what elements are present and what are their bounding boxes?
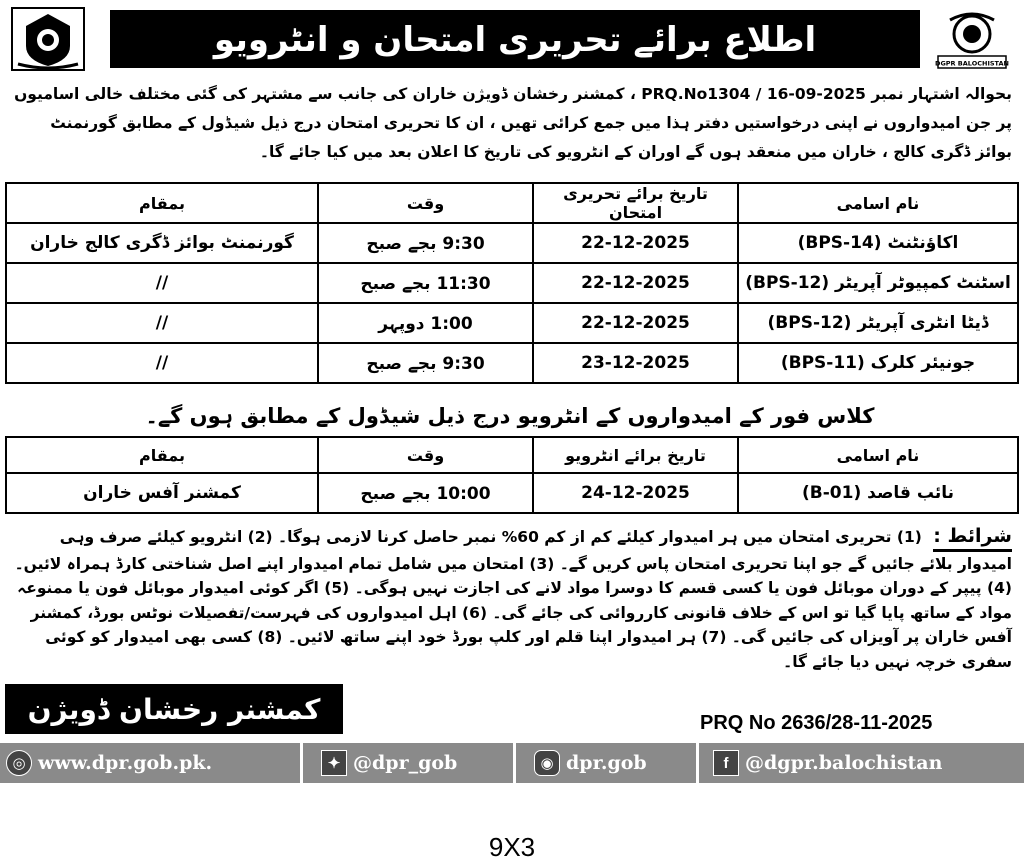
twitter-handle: @dpr_gob [353, 752, 458, 774]
instagram-handle: dpr.gob [566, 752, 647, 774]
venue-cell: // [6, 263, 318, 303]
venue-cell: کمشنر آفس خاران [6, 473, 318, 513]
header-post-name: نام اسامی [738, 437, 1018, 473]
table-row [6, 473, 1018, 513]
footer-twitter[interactable] [303, 743, 513, 783]
exam-date-cell: 23-12-2025 [533, 343, 738, 383]
table-row [6, 223, 1018, 263]
instagram-icon: ◉ [534, 750, 560, 776]
table-header-row [6, 437, 1018, 473]
terms-text: (1) تحریری امتحان میں ہر امیدوار کیلئے کم از کم 60% نمبر حاصل کرنا لازمی ہوگا۔ (2) انٹرویو کیلئے صرف وہی امیدوار بلائے جائیں گے جو اپنا تحریری امتحان پاس کریں گے۔ (3) امتحان میں شامل تمام امیدوار اپنے اصل شناختی کارڈ ہمراہ لائیں۔ (4) پیپر کے دوران موبائل فون یا کسی قسم کا دوسرا مواد لانے کی اجازت نہیں ہوگی۔ (5) اگر کوئی امیدوار موبائل فون یا ممنوعہ مواد کے ساتھ پایا گیا تو اس کے خلاف قانونی کارروائی کی جائے گی۔ (6) اہل امیدواروں کی فہرست/تفصیلات نوٹس بورڈ، کمشنر آفس خاران پر آویزاں کی جائیں گی۔ (7) ہر امیدوار اپنا قلم اور کلپ بورڈ خود اپنے ساتھ لائیں۔ (8) کسی بھی امیدوار کو کوئی سفری خرچہ نہیں دیا جائے گا۔ [14, 528, 1012, 671]
time-cell: 9:30 بجے صبح [318, 223, 533, 263]
header-exam-date: تاریخ برائے تحریری امتحان [533, 183, 738, 223]
footer-bar [0, 743, 1024, 783]
header-time: وقت [318, 437, 533, 473]
time-cell: 11:30 بجے صبح [318, 263, 533, 303]
venue-cell: // [6, 343, 318, 383]
post-name-cell: اسٹنٹ کمپیوٹر آپریٹر (BPS-12) [738, 263, 1018, 303]
facebook-icon: f [713, 750, 739, 776]
interview-schedule-table [5, 436, 1019, 514]
signature-block: کمشنر رخشان ڈویژن [5, 684, 343, 734]
post-name-cell: نائب قاصد (B-01) [738, 473, 1018, 513]
table-header-row [6, 183, 1018, 223]
facebook-handle: @dgpr.balochistan [745, 752, 943, 774]
ad-size-label: 9X3 [488, 832, 536, 862]
footer-facebook[interactable] [699, 743, 1024, 783]
table-row [6, 263, 1018, 303]
table-row [6, 303, 1018, 343]
table-row [6, 343, 1018, 383]
header-post-name: نام اسامی [738, 183, 1018, 223]
exam-schedule-table [5, 182, 1019, 384]
government-emblem-icon [8, 6, 88, 72]
post-name-cell: ڈیٹا انٹری آپریٹر (BPS-12) [738, 303, 1018, 343]
header-interview-date: تاریخ برائے انٹرویو [533, 437, 738, 473]
post-name-cell: اکاؤنٹنٹ (BPS-14) [738, 223, 1018, 263]
dgpr-logo-icon [932, 10, 1012, 72]
class-four-heading: کلاس فور کے امیدواروں کے انٹرویو درج ذیل شیڈول کے مطابق ہوں گے۔ [145, 404, 875, 428]
header-venue: بمقام [6, 437, 318, 473]
website-text: www.dpr.gob.pk. [38, 752, 213, 774]
globe-icon: ◎ [6, 750, 32, 776]
header-venue: بمقام [6, 183, 318, 223]
post-name-cell: جونیئر کلرک (BPS-11) [738, 343, 1018, 383]
footer-website[interactable] [0, 743, 300, 783]
time-cell: 9:30 بجے صبح [318, 343, 533, 383]
header-time: وقت [318, 183, 533, 223]
interview-date-cell: 24-12-2025 [533, 473, 738, 513]
venue-cell: // [6, 303, 318, 343]
exam-date-cell: 22-12-2025 [533, 303, 738, 343]
exam-date-cell: 22-12-2025 [533, 223, 738, 263]
footer-instagram[interactable] [516, 743, 696, 783]
terms-label: شرائط : [933, 524, 1012, 552]
terms-section [12, 524, 1012, 674]
exam-date-cell: 22-12-2025 [533, 263, 738, 303]
twitter-icon: ✦ [321, 750, 347, 776]
prq-number: PRQ No 2636/28-11-2025 [700, 712, 933, 734]
dgpr-logo-text: DGPR BALOCHISTAN [935, 59, 1009, 68]
venue-cell: گورنمنٹ بوائز ڈگری کالج خاران [6, 223, 318, 263]
page-title: اطلاع برائے تحریری امتحان و انٹرویو [110, 10, 920, 68]
time-cell: 10:00 بجے صبح [318, 473, 533, 513]
intro-paragraph: بحوالہ اشتہار نمبر PRQ.No1304 / 16-09-2025 ، کمشنر رخشان ڈویژن خاران کی جانب سے مشتہر کی گئی مختلف خالی اسامیوں پر جن امیدواروں نے اپنی درخواستیں دفتر ہذا میں جمع کرائی تھیں ، ان کا تحریری امتحان درج ذیل شیڈول کے مطابق گورنمنٹ بوائز ڈگری کالج ، خاران میں منعقد ہوں گے اوران کے انٹرویو کی تاریخ کا اعلان بعد میں کیا جائے گا۔ [14, 85, 1012, 161]
time-cell: 1:00 دوپہر [318, 303, 533, 343]
